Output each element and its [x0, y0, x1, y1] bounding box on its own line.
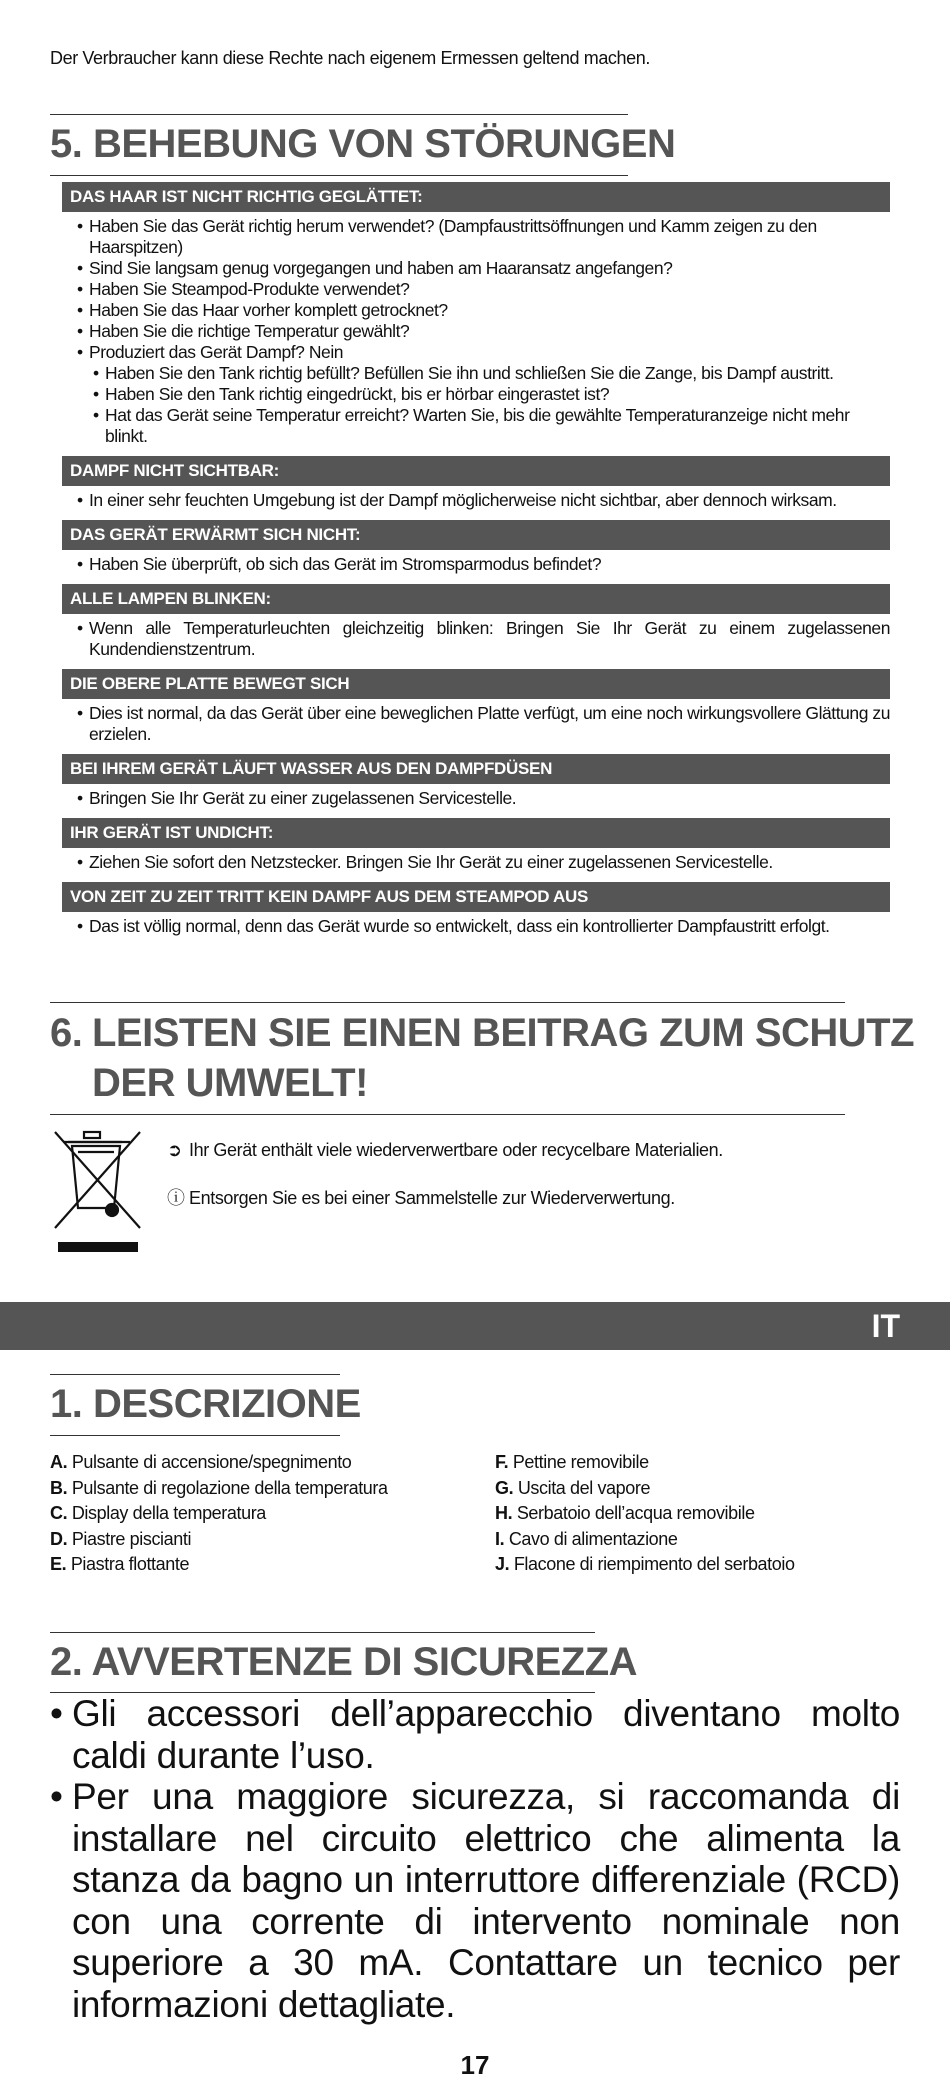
troubleshooting-item: • Haben Sie Steampod-Produkte verwendet?	[77, 279, 890, 300]
it-section1-top-rule	[50, 1374, 340, 1375]
troubleshooting-item: • Bringen Sie Ihr Gerät zu einer zugelassenen Servicestelle.	[77, 788, 890, 809]
section6-title-line1: LEISTEN SIE EINEN BEITRAG ZUM SCHUTZ	[92, 1011, 915, 1055]
troubleshooting-item: • Wenn alle Temperaturleuchten gleichzeitig blinken: Bringen Sie Ihr Gerät zu einem zugelassenen Kundendienstzentrum.	[77, 618, 890, 660]
env-line-dispose: ⓘ Entsorgen Sie es bei einer Sammelstelle zur Wiederverwertung.	[167, 1184, 675, 1210]
description-list-left	[50, 1450, 388, 1578]
troubleshooting-item: • In einer sehr feuchten Umgebung ist der Dampf möglicherweise nicht sichtbar, aber dennoch wirksam.	[77, 490, 890, 511]
description-item: J. Flacone di riempimento del serbatoio	[495, 1554, 795, 1574]
troubleshooting-subitem: • Haben Sie den Tank richtig eingedrückt, bis er hörbar eingerastet ist?	[93, 384, 890, 405]
troubleshooting-header: VON ZEIT ZU ZEIT TRITT KEIN DAMPF AUS DEM STEAMPOD AUS	[62, 882, 890, 912]
section6-top-rule	[50, 1002, 845, 1003]
troubleshooting-item: • Dies ist normal, da das Gerät über eine beweglichen Platte verfügt, um eine noch wirkungsvollere Glättung zu erzielen.	[77, 703, 890, 745]
troubleshooting-items	[62, 848, 890, 877]
crossed-out-wheelie-bin-icon	[50, 1130, 145, 1255]
description-item: I. Cavo di alimentazione	[495, 1528, 678, 1549]
env-line-recyclable: ➲ Ihr Gerät enthält viele wiederverwertbare oder recycelbare Materialien.	[167, 1140, 723, 1160]
safety-warning-item: • Gli accessori dell’apparecchio diventano molto caldi durante l’uso.	[50, 1693, 900, 1776]
troubleshooting-header: DIE OBERE PLATTE BEWEGT SICH	[62, 669, 890, 699]
troubleshooting-item: • Das ist völlig normal, denn das Gerät wurde so entwickelt, dass ein kontrollierter Dampfaustritt erfolgt.	[77, 916, 890, 937]
description-item: D. Piastre piscianti	[50, 1528, 192, 1549]
arrow-right-icon: ➲	[167, 1140, 182, 1160]
description-item: C. Display della temperatura	[50, 1503, 266, 1523]
troubleshooting-item: • Sind Sie langsam genug vorgegangen und haben am Haaransatz angefangen?	[77, 258, 890, 279]
section6-bottom-rule	[50, 1114, 845, 1115]
troubleshooting-item: • Haben Sie das Haar vorher komplett getrocknet?	[77, 300, 890, 321]
troubleshooting-header: IHR GERÄT IST UNDICHT:	[62, 818, 890, 848]
troubleshooting-item: • Produziert das Gerät Dampf? Nein	[77, 342, 890, 363]
description-item: A. Pulsante di accensione/spegnimento	[50, 1452, 352, 1472]
troubleshooting-items	[62, 486, 890, 515]
troubleshooting-header: DAS HAAR IST NICHT RICHTIG GEGLÄTTET:	[62, 182, 890, 212]
troubleshooting-item: • Haben Sie überprüft, ob sich das Gerät im Stromsparmodus befindet?	[77, 554, 890, 575]
it-section1-title: 1. DESCRIZIONE	[50, 1382, 361, 1426]
troubleshooting-subitems	[77, 363, 890, 447]
troubleshooting-header: BEI IHREM GERÄT LÄUFT WASSER AUS DEN DAMPFDÜSEN	[62, 754, 890, 784]
language-band	[0, 1302, 950, 1350]
troubleshooting-items	[62, 212, 890, 451]
troubleshooting-list	[62, 182, 890, 941]
troubleshooting-subitem: • Hat das Gerät seine Temperatur erreicht? Warten Sie, bis die gewählte Temperaturanzeige nicht mehr blinkt.	[93, 405, 890, 447]
troubleshooting-items	[62, 784, 890, 813]
troubleshooting-subitem: • Haben Sie den Tank richtig befüllt? Befüllen Sie ihn und schließen Sie die Zange, bis Dampf austritt.	[93, 363, 890, 384]
description-item: B. Pulsante di regolazione della temperatura	[50, 1477, 388, 1498]
section6-title	[50, 1008, 914, 1108]
troubleshooting-header: ALLE LAMPEN BLINKEN:	[62, 584, 890, 614]
language-code: IT	[871, 1308, 900, 1344]
it-section2-top-rule	[50, 1632, 595, 1633]
section5-top-rule	[50, 114, 628, 115]
section5-bottom-rule	[50, 175, 628, 176]
troubleshooting-header: DAMPF NICHT SICHTBAR:	[62, 456, 890, 486]
description-item: F. Pettine removibile	[495, 1452, 649, 1472]
troubleshooting-item: • Ziehen Sie sofort den Netzstecker. Bringen Sie Ihr Gerät zu einer zugelassenen Servicestelle.	[77, 852, 890, 873]
section6-title-line2: DER UMWELT!	[92, 1061, 368, 1105]
troubleshooting-items	[62, 912, 890, 941]
description-item: H. Serbatoio dell’acqua removibile	[495, 1503, 755, 1523]
section6-number: 6.	[50, 1011, 83, 1055]
troubleshooting-items	[62, 614, 890, 664]
description-item: G. Uscita del vapore	[495, 1477, 651, 1498]
it-section2-title: 2. AVVERTENZE DI SICUREZZA	[50, 1640, 638, 1684]
description-list-right	[495, 1450, 795, 1578]
description-item: E. Piastra flottante	[50, 1554, 190, 1574]
troubleshooting-items	[62, 699, 890, 749]
section5-title: 5. BEHEBUNG VON STÖRUNGEN	[50, 122, 676, 166]
page-number: 17	[460, 2050, 490, 2080]
troubleshooting-items	[62, 550, 890, 579]
troubleshooting-item: • Haben Sie die richtige Temperatur gewählt?	[77, 321, 890, 342]
info-icon: ⓘ	[167, 1188, 185, 1208]
safety-warnings	[50, 1693, 900, 2025]
it-section1-bottom-rule	[50, 1435, 340, 1436]
troubleshooting-header: DAS GERÄT ERWÄRMT SICH NICHT:	[62, 520, 890, 550]
intro-text: Der Verbraucher kann diese Rechte nach eigenem Ermessen geltend machen.	[50, 48, 650, 68]
safety-warning-item: • Per una maggiore sicurezza, si raccomanda di installare nel circuito elettrico che alimenta la stanza da bagno un interruttore differenziale (RCD) con una corrente di intervento nominale non superiore a 30 mA. Contattare un tecnico per informazioni dettagliate.	[50, 1776, 900, 2025]
troubleshooting-item: • Haben Sie das Gerät richtig herum verwendet? (Dampfaustrittsöffnungen und Kamm zeigen zu den Haarspitzen)	[77, 216, 890, 258]
